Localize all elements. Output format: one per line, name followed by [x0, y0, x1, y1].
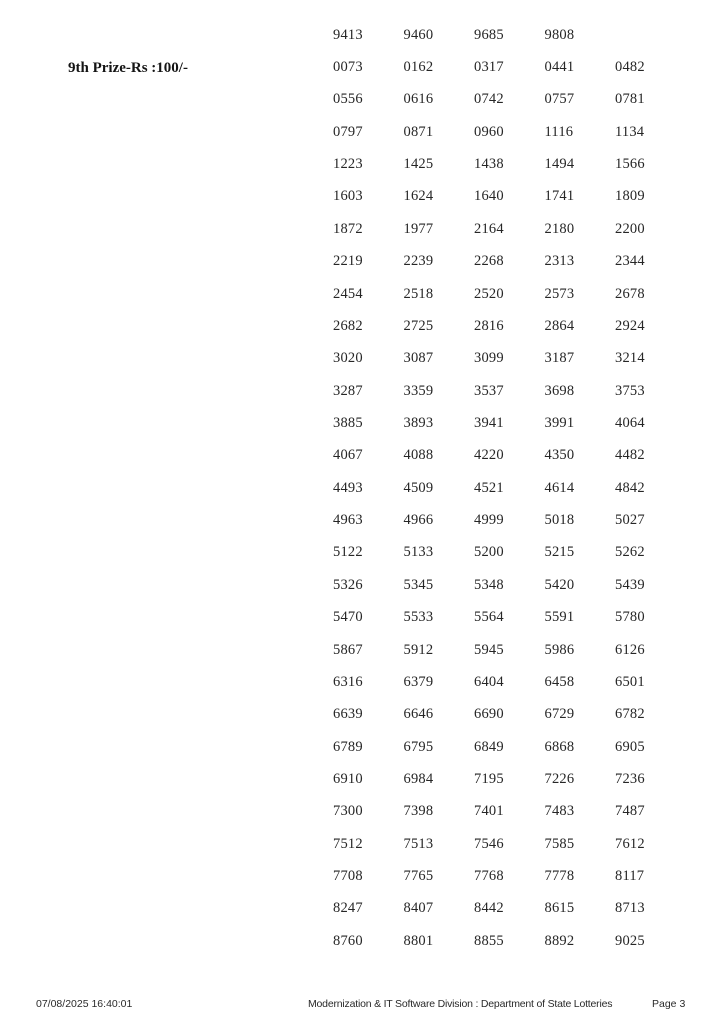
ticket-number: 5564 — [474, 609, 504, 626]
ticket-number: 6501 — [615, 673, 645, 690]
ticket-number: 5215 — [544, 544, 575, 561]
ticket-number: 7398 — [403, 803, 434, 820]
ticket-number: 5122 — [333, 544, 363, 561]
ticket-number: 5470 — [333, 609, 363, 626]
ticket-number: 8442 — [474, 900, 504, 917]
number-row — [333, 601, 686, 633]
ticket-number: 5133 — [403, 544, 434, 561]
ticket-number: 5420 — [544, 576, 575, 593]
ticket-number: 8801 — [403, 932, 434, 949]
ticket-number: 8407 — [403, 900, 434, 917]
division-name: Modernization & IT Software Division : Department of State Lotteries — [308, 998, 613, 1010]
ticket-number: 8855 — [474, 932, 504, 949]
ticket-number: 3359 — [403, 382, 434, 399]
ticket-number: 3537 — [474, 382, 504, 399]
ticket-number: 7195 — [474, 770, 504, 787]
number-row — [333, 375, 686, 407]
ticket-number: 3893 — [403, 414, 434, 431]
ticket-number: 5439 — [615, 576, 645, 593]
ticket-number: 6868 — [544, 738, 575, 755]
ticket-number: 0781 — [615, 91, 645, 108]
number-row — [333, 310, 686, 342]
ticket-number: 5591 — [544, 609, 575, 626]
ticket-number: 6639 — [333, 706, 363, 723]
ticket-number: 7236 — [615, 770, 645, 787]
number-row — [333, 699, 686, 731]
ticket-number: 1134 — [615, 123, 645, 140]
number-row — [333, 19, 686, 51]
ticket-number: 2200 — [615, 220, 645, 237]
ticket-number: 4842 — [615, 479, 645, 496]
ticket-number: 3087 — [403, 350, 434, 367]
ticket-number: 6905 — [615, 738, 645, 755]
number-row — [333, 796, 686, 828]
ticket-number: 0742 — [474, 91, 504, 108]
ticket-number: 7401 — [474, 803, 504, 820]
ticket-number: 9808 — [544, 26, 575, 43]
ticket-number: 4493 — [333, 479, 363, 496]
ticket-number-grid — [333, 19, 686, 957]
number-row — [333, 181, 686, 213]
ticket-number: 2219 — [333, 253, 363, 270]
ticket-number: 0073 — [333, 59, 363, 76]
ticket-number: 1116 — [544, 123, 574, 140]
ticket-number: 4509 — [403, 479, 434, 496]
ticket-number: 0556 — [333, 91, 363, 108]
ticket-number: 6646 — [403, 706, 434, 723]
number-row — [333, 860, 686, 892]
ticket-number: 5345 — [403, 576, 434, 593]
ticket-number: 6316 — [333, 673, 363, 690]
ticket-number: 4614 — [544, 479, 575, 496]
ticket-number: 2344 — [615, 253, 645, 270]
ticket-number: 2239 — [403, 253, 434, 270]
ticket-number: 0482 — [615, 59, 645, 76]
ticket-number: 0162 — [403, 59, 434, 76]
ticket-number: 7546 — [474, 835, 504, 852]
ticket-number: 5533 — [403, 609, 434, 626]
ticket-number: 4220 — [474, 447, 504, 464]
ticket-number: 8615 — [544, 900, 575, 917]
ticket-number: 7585 — [544, 835, 575, 852]
ticket-number: 3287 — [333, 382, 363, 399]
number-row — [333, 634, 686, 666]
ticket-number: 1438 — [474, 156, 504, 173]
ticket-number: 4999 — [474, 512, 504, 529]
ticket-number: 3187 — [544, 350, 575, 367]
ticket-number: 7483 — [544, 803, 575, 820]
ticket-number: 2725 — [403, 317, 434, 334]
ticket-number: 2864 — [544, 317, 575, 334]
ticket-number: 6795 — [403, 738, 434, 755]
number-row — [333, 84, 686, 116]
ticket-number: 7226 — [544, 770, 575, 787]
ticket-number: 3099 — [474, 350, 504, 367]
ticket-number: 5262 — [615, 544, 645, 561]
ticket-number: 7487 — [615, 803, 645, 820]
ticket-number: 5780 — [615, 609, 645, 626]
ticket-number: 2520 — [474, 285, 504, 302]
ticket-number: 0797 — [333, 123, 363, 140]
prize-label: 9th Prize-Rs :100/- — [68, 60, 188, 76]
ticket-number: 5326 — [333, 576, 363, 593]
ticket-number: 4521 — [474, 479, 504, 496]
ticket-number: 6729 — [544, 706, 575, 723]
ticket-number: 2518 — [403, 285, 434, 302]
ticket-number: 6379 — [403, 673, 434, 690]
ticket-number: 5200 — [474, 544, 504, 561]
ticket-number: 8247 — [333, 900, 363, 917]
ticket-number: 6910 — [333, 770, 363, 787]
ticket-number: 1425 — [403, 156, 434, 173]
number-row — [333, 440, 686, 472]
ticket-number: 4064 — [615, 414, 645, 431]
ticket-number: 1809 — [615, 188, 645, 205]
number-row — [333, 407, 686, 439]
ticket-number: 7778 — [544, 868, 575, 885]
ticket-number: 6849 — [474, 738, 504, 755]
ticket-number: 7765 — [403, 868, 434, 885]
ticket-number: 3885 — [333, 414, 363, 431]
ticket-number: 3941 — [474, 414, 504, 431]
ticket-number: 5986 — [544, 641, 575, 658]
ticket-number: 6690 — [474, 706, 504, 723]
ticket-number: 2454 — [333, 285, 363, 302]
ticket-number: 6458 — [544, 673, 575, 690]
number-row — [333, 925, 686, 957]
number-row — [333, 828, 686, 860]
ticket-number: 9413 — [333, 26, 363, 43]
ticket-number: 5018 — [544, 512, 575, 529]
number-row — [333, 537, 686, 569]
ticket-number: 2816 — [474, 317, 504, 334]
ticket-number: 6126 — [615, 641, 645, 658]
ticket-number: 3753 — [615, 382, 645, 399]
ticket-number: 0871 — [403, 123, 434, 140]
ticket-number: 2164 — [474, 220, 504, 237]
ticket-number: 4088 — [403, 447, 434, 464]
page-footer — [0, 998, 724, 1012]
number-row — [333, 472, 686, 504]
ticket-number: 3991 — [544, 414, 575, 431]
ticket-number: 3214 — [615, 350, 645, 367]
ticket-number: 2682 — [333, 317, 363, 334]
ticket-number: 8760 — [333, 932, 363, 949]
page-number: Page 3 — [652, 998, 686, 1010]
ticket-number: 2313 — [544, 253, 575, 270]
ticket-number: 2268 — [474, 253, 504, 270]
ticket-number: 1640 — [474, 188, 504, 205]
number-row — [333, 763, 686, 795]
ticket-number: 7512 — [333, 835, 363, 852]
ticket-number: 9460 — [403, 26, 434, 43]
ticket-number: 0757 — [544, 91, 575, 108]
ticket-number: 1603 — [333, 188, 363, 205]
ticket-number: 4963 — [333, 512, 363, 529]
ticket-number: 3698 — [544, 382, 575, 399]
ticket-number: 4482 — [615, 447, 645, 464]
ticket-number: 1872 — [333, 220, 363, 237]
ticket-number: 5027 — [615, 512, 645, 529]
ticket-number: 6984 — [403, 770, 434, 787]
ticket-number: 5912 — [403, 641, 434, 658]
ticket-number: 2924 — [615, 317, 645, 334]
ticket-number: 2180 — [544, 220, 575, 237]
ticket-number: 7768 — [474, 868, 504, 885]
ticket-number: 1494 — [544, 156, 575, 173]
ticket-number: 9685 — [474, 26, 504, 43]
number-row — [333, 731, 686, 763]
ticket-number: 2678 — [615, 285, 645, 302]
number-row — [333, 246, 686, 278]
ticket-number: 4966 — [403, 512, 434, 529]
ticket-number: 7612 — [615, 835, 645, 852]
ticket-number: 1223 — [333, 156, 363, 173]
ticket-number: 8117 — [615, 868, 645, 885]
ticket-number: 6782 — [615, 706, 645, 723]
ticket-number: 5867 — [333, 641, 363, 658]
ticket-number: 8892 — [544, 932, 575, 949]
ticket-number: 1977 — [403, 220, 434, 237]
number-row — [333, 569, 686, 601]
number-row — [333, 504, 686, 536]
ticket-number: 4067 — [333, 447, 363, 464]
ticket-number: 5945 — [474, 641, 504, 658]
ticket-number: 2573 — [544, 285, 575, 302]
number-row — [333, 666, 686, 698]
ticket-number: 3020 — [333, 350, 363, 367]
ticket-number: 7708 — [333, 868, 363, 885]
number-row — [333, 148, 686, 180]
ticket-number: 9025 — [615, 932, 645, 949]
ticket-number: 1741 — [544, 188, 575, 205]
number-row — [333, 343, 686, 375]
ticket-number: 1566 — [615, 156, 645, 173]
ticket-number: 8713 — [615, 900, 645, 917]
ticket-number: 5348 — [474, 576, 504, 593]
ticket-number: 6789 — [333, 738, 363, 755]
ticket-number: 6404 — [474, 673, 504, 690]
ticket-number: 0616 — [403, 91, 434, 108]
number-row — [333, 278, 686, 310]
number-row — [333, 213, 686, 245]
number-row — [333, 893, 686, 925]
ticket-number: 0317 — [474, 59, 504, 76]
ticket-number: 7300 — [333, 803, 363, 820]
ticket-number: 0960 — [474, 123, 504, 140]
number-row — [333, 51, 686, 83]
print-timestamp: 07/08/2025 16:40:01 — [36, 998, 133, 1010]
ticket-number: 4350 — [544, 447, 575, 464]
ticket-number: 1624 — [403, 188, 434, 205]
ticket-number: 0441 — [544, 59, 575, 76]
ticket-number: 7513 — [403, 835, 434, 852]
number-row — [333, 116, 686, 148]
